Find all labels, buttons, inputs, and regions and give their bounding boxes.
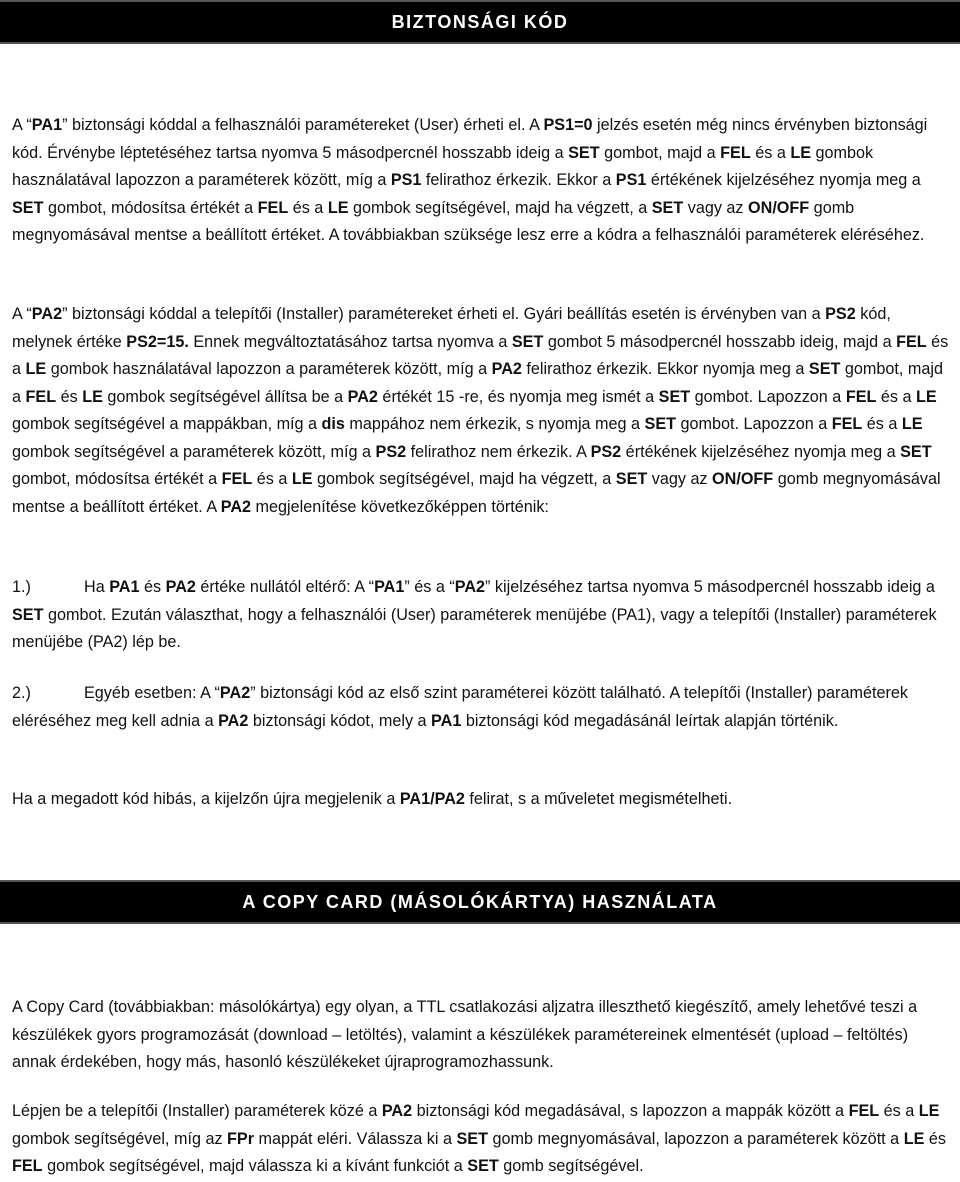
list-item-1: 1.) Ha PA1 és PA2 értéke nullától eltérő: A “PA1” és a “PA2” kijelzéséhez tartsa nyomva 5 másodpercnél hosszabb ideig a SET gombot. Ezután választhat, hogy a felhasználói (User) paraméterek menüjébe (PA1), vagy a telepítői (Installer) paraméterek menüjébe (PA2) lép be.	[12, 574, 952, 657]
section-title: BIZTONSÁGI KÓD	[391, 11, 569, 32]
list-number: 2.)	[12, 684, 31, 702]
list-number: 1.)	[12, 578, 31, 596]
paragraph-wrong-code: Ha a megadott kód hibás, a kijelzőn újra megjelenik a PA1/PA2 felirat, s a műveletet megismételheti.	[12, 790, 733, 808]
section-title: A COPY CARD (MÁSOLÓKÁRTYA) HASZNÁLATA	[242, 891, 718, 912]
paragraph-copy-card-intro: A Copy Card (továbbiakban: másolókártya) egy olyan, a TTL csatlakozási aljzatra illeszthető kiegészítő, amely lehetővé teszi a készülékek gyors programozását (download – letöltés), valamint a készülékek paramétereinek elmentését (upload – feltöltés) annak érdekében, hogy más, hasonló készülékeket újraprogramozhassunk.	[12, 998, 918, 1071]
paragraph-pa2: A “PA2” biztonsági kóddal a telepítői (Installer) paramétereket érheti el. Gyári beállítás esetén is érvényben van a PS2 kód, melynek értéke PS2=15. Ennek megváltoztatásához tartsa nyomva a SET gombot 5 másodpercnél hosszabb ideig, majd a FEL és a LE gombok használatával lapozzon a paraméterek között, míg a PA2 felirathoz érkezik. Ekkor nyomja meg a SET gombot, majd a FEL és LE gombok segítségével állítsa be a PA2 értékét 15 -re, és nyomja meg ismét a SET gombot. Lapozzon a FEL és a LE gombok segítségével a mappákban, míg a dis mappához nem érkezik, s nyomja meg a SET gombot. Lapozzon a FEL és a LE gombok segítségével a paraméterek között, míg a PS2 felirathoz nem érkezik. A PS2 értékének kijelzéséhez nyomja meg a SET gombot, módosítsa értékét a FEL és a LE gombok segítségével, majd ha végzett, a SET vagy az ON/OFF gomb megnyomásával mentse a beállított értéket. A PA2 megjelenítése következőképpen történik:	[12, 305, 949, 516]
section-banner-security-code	[0, 0, 960, 44]
paragraph-copy-card-steps: Lépjen be a telepítői (Installer) paraméterek közé a PA2 biztonsági kód megadásával, s lapozzon a mappák között a FEL és a LE gombok segítségével, míg az FPr mappát eléri. Válassza ki a SET gomb megnyomásával, lapozzon a paraméterek között a LE és FEL gombok segítségével, majd válassza ki a kívánt funkciót a SET gomb segítségével.	[12, 1102, 946, 1175]
list-item-2: 2.) Egyéb esetben: A “PA2” biztonsági kód az első szint paraméterei között található. A telepítői (Installer) paraméterek eléréséhez meg kell adnia a PA2 biztonsági kódot, mely a PA1 biztonsági kód megadásánál leírtak alapján történik.	[12, 680, 952, 735]
paragraph-pa1: A “PA1” biztonsági kóddal a felhasználói paramétereket (User) érheti el. A PS1=0 jelzés esetén még nincs érvényben biztonsági kód. Érvénybe léptetéséhez tartsa nyomva 5 másodpercnél hosszabb ideig a SET gombot, majd a FEL és a LE gombok használatával lapozzon a paraméterek között, míg a PS1 felirathoz érkezik. Ekkor a PS1 értékének kijelzéséhez nyomja meg a SET gombot, módosítsa értékét a FEL és a LE gombok segítségével, majd ha végzett, a SET vagy az ON/OFF gomb megnyomásával mentse a beállított értéket. A továbbiakban szüksége lesz erre a kódra a felhasználói paraméterek eléréséhez.	[12, 116, 928, 244]
section-banner-copy-card	[0, 880, 960, 924]
